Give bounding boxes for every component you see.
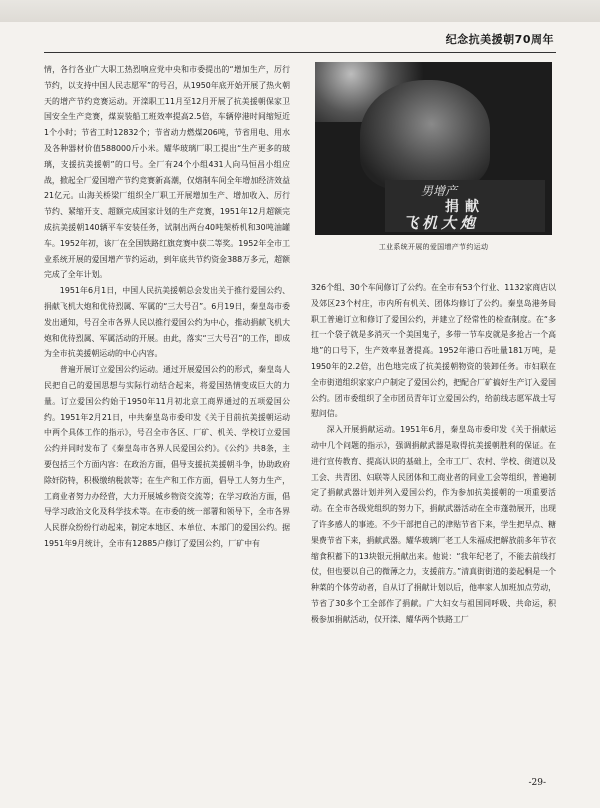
paragraph: 普遍开展订立爱国公约运动。通过开展爱国公约的形式，秦皇岛人民把自己的爱国思想与实际行动结合起来，将爱国热情变成巨大的力量。订立爱国公约始于1950年11月初北京工商界通过的五项爱国公约。1951年2月21日，中共秦皇岛市委印发《关于目前抗美援朝运动中两个具体工作的指示》，号召全市各区、厂矿、机关、学校订立爱国公约并同时发布了《秦皇岛市各界人民爱国公约》。《公约》共8条，主要包括三个方面内容：在政治方面，倡导支援抗美援朝斗争，协助政府除奸防特，积极缴纳税款等；在生产和工作方面，倡导工人努力生产，工商业者努力办经营，大力开展城乡物资交流等；在学习政治方面，倡导学习政治文化及科学技术等。在市委的统一部署和领导下，全市各界人民群众纷纷行动起来，制定本地区、本单位、本部门的爱国公约。据1951年9月统计，全市有12885户修订了爱国公约，厂矿中有 <box>44 365 290 548</box>
banner-sign <box>385 180 545 232</box>
worker-figure <box>360 80 490 190</box>
top-band <box>0 0 600 22</box>
sign-text: 男增产 <box>421 184 458 198</box>
running-header: 纪念抗美援朝70周年 <box>445 33 554 46</box>
sign-text: 飞机大炮 <box>403 214 480 232</box>
right-column <box>311 280 556 628</box>
historical-photo <box>315 62 552 235</box>
photo-caption: 工业系统开展的爱国增产节约运动 <box>378 243 489 251</box>
sign-text: 捐献 <box>445 199 485 215</box>
paragraph: 情，各行各业广大职工热烈响应党中央和市委提出的“增加生产，厉行节约，以支持中国人民志愿军”的号召，从1950年底开始开展了热火朝天的增产节约竞赛运动。开滦职工11月至12月开展了抗美援朝保家卫国安全生产竞赛，煤炭装船工班效率提高2.5倍，车辆停港时间缩短近1个小时；节省工时12832个；节省动力燃煤206吨，节省用电、用水及各种器材价值588000斤小米。耀华玻璃厂职工提出“生产更多的玻璃，支援抗美援朝”的口号。全厂有24个小组431人向马恒昌小组应战，掀起全厂爱国增产节约竞赛新高潮，仅熔制车间全年增加经济效益21亿元。山海关桥梁厂组织全厂职工开展增加生产、增加收入、厉行节约、紧缩开支、超额完成国家计划的生产竞赛，1951年12月超额完成抗美援朝140辆平车安装任务，试制出两台40吨架桥机和30吨油罐车。1952年初，该厂在全国铁路红旗竞赛中获二等奖。1952年全市工业系统开展的爱国增产节约运动，到年底共节约资金388万多元，超额完成了全年计划。 <box>44 65 290 280</box>
page-number: -29- <box>528 778 546 788</box>
paragraph: 深入开展捐献运动。1951年6月，秦皇岛市委印发《关于捐献运动中几个问题的指示》，强调捐献武器是取得抗美援朝胜利的保证。在进行宣传教育、提高认识的基础上，全市工厂、农村、学校、街道以及工会、共青团、妇联等人民团体和工商业者的同业工会等组织，普遍制定了捐献武器计划并列入爱国公约，作为参加抗美援朝的一项重要活动。在全市各级党组织的努力下，捐献武器活动在全市蓬勃展开，出现了许多感人的事迹。不少干部把自己的津贴节省下来，学生把早点、糖果费节省下来，捐献武器。耀华玻璃厂老工人朱福成把解放前多年节衣缩食积蓄下的13块银元捐献出来。他说：“我年纪老了，不能去前线打仗，但也要以自己的微薄之力，支援前方。”清真街街道的姜起桐是一个种菜的个体劳动者，自从订了捐献计划以后，他率家人加班加点劳动，节省了30多个工全部作了捐献。广大妇女与祖国同呼吸、共命运，积极参加捐献活动，仅开滦、耀华两个铁路工厂 <box>311 425 556 624</box>
paragraph: 1951年6月1日，中国人民抗美援朝总会发出关于推行爱国公约、捐献飞机大炮和优待烈属、军属的“三大号召”。6月19日，秦皇岛市委发出通知，号召全市各界人民以推行爱国公约为中心，推动捐献飞机大炮和优待烈属、军属活动的开展。由此，落实“三大号召”的工作，即成为全市抗美援朝运动的中心内容。 <box>44 286 290 359</box>
header-rule <box>44 52 556 53</box>
paragraph: 326个组、30个车间修订了公约。在全市有53个行业、1132家商店以及郊区23个村庄，市内所有机关、团体均修订了公约。秦皇岛港务局职工普遍订立和修订了爱国公约，并建立了经常性的检查制度。在“多扛一个袋子就是多消灭一个美国鬼子，多带一节车皮就是多抢占一个高地”的口号下，生产效率显著提高。1952年港口吞吐量181万吨，是1950年的2.2倍，出色地完成了抗美援朝物资的装卸任务。市妇联在全市街道组织家家户户制定了爱国公约，把配合厂矿搞好生产订入爱国公约。团市委组织了全市团员青年订立爱国公约，给前线志愿军战士写慰问信。 <box>311 283 556 419</box>
left-column <box>44 62 290 552</box>
